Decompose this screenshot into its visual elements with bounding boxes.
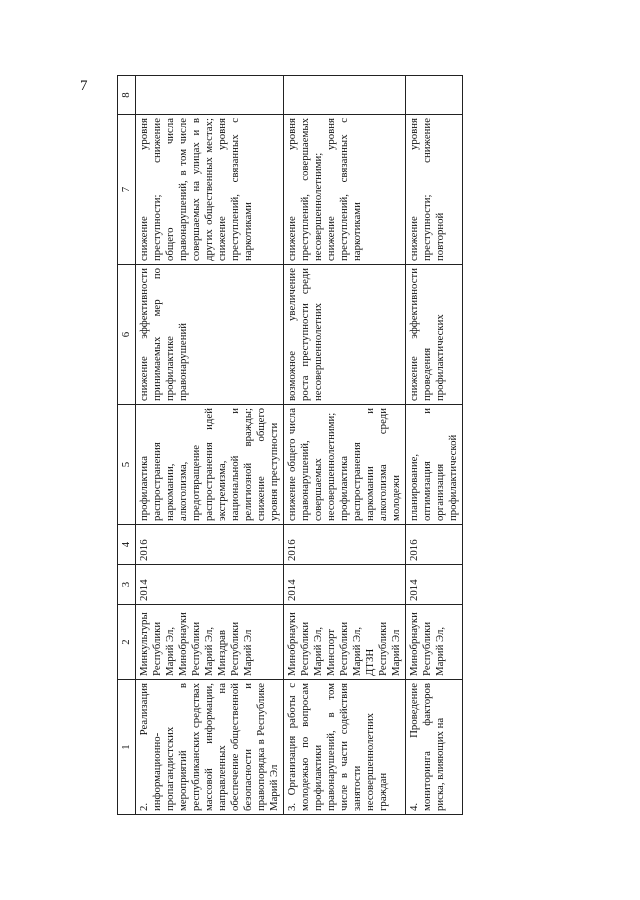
task-cell bbox=[406, 680, 463, 815]
result-cell: возможное увеличение роста преступности среди несовершеннолетних bbox=[284, 265, 406, 405]
table-row bbox=[136, 76, 284, 815]
table-row bbox=[406, 76, 463, 815]
row-number: 4. bbox=[408, 802, 420, 811]
executors-cell: Минобрнауки Республики Марий Эл, bbox=[406, 605, 463, 680]
task-cell bbox=[136, 680, 284, 815]
empty-cell bbox=[284, 76, 406, 115]
task-cell bbox=[284, 680, 406, 815]
end-year-cell: 2016 bbox=[406, 525, 463, 565]
indicators-cell: снижение уровня преступности; снижение общего числа правонарушений, в том числе совершаемых на улицах и в других общественных местах; снижение уровня преступлений, связанных с наркотиками bbox=[136, 115, 284, 265]
content-cell: профилактика распространения наркомании, алкоголизма, предотвращение распространения идей экстремизма, национальной и религиозной вражды; снижение общего уровня преступности bbox=[136, 405, 284, 525]
executors-cell: Минкультуры Республики Марий Эл, Минобрнауки Республики Марий Эл, Минздрав Республики Марий Эл bbox=[136, 605, 284, 680]
end-year-cell: 2016 bbox=[284, 525, 406, 565]
column-number-row bbox=[118, 76, 136, 815]
result-cell: снижение эффективности принимаемых мер по профилактике правонарушений bbox=[136, 265, 284, 405]
start-year-cell: 2014 bbox=[406, 565, 463, 605]
column-header: 2 bbox=[118, 605, 136, 680]
indicators-cell: снижение уровня преступности; снижение повторной bbox=[406, 115, 463, 265]
page-number: 7 bbox=[80, 78, 88, 94]
end-year-cell: 2016 bbox=[136, 525, 284, 565]
column-header: 3 bbox=[118, 565, 136, 605]
indicators-cell: снижение уровня преступлений, совершаемых несовершеннолетними; снижение уровня преступлений, связанных с наркотиками bbox=[284, 115, 406, 265]
start-year-cell: 2014 bbox=[284, 565, 406, 605]
content-cell: планирование, оптимизация и организация профилактической bbox=[406, 405, 463, 525]
start-year-cell: 2014 bbox=[136, 565, 284, 605]
content-cell: снижение общего числа правонарушений, совершаемых несовершеннолетними; профилактика распространения наркомании и алкоголизма среди молодежи bbox=[284, 405, 406, 525]
empty-cell bbox=[136, 76, 284, 115]
column-header: 6 bbox=[118, 265, 136, 405]
column-header: 4 bbox=[118, 525, 136, 565]
column-header: 8 bbox=[118, 76, 136, 115]
measures-table bbox=[117, 75, 463, 815]
column-header: 5 bbox=[118, 405, 136, 525]
row-number: 3. bbox=[286, 802, 298, 811]
table-row bbox=[284, 76, 406, 815]
empty-cell bbox=[406, 76, 463, 115]
row-number: 2. bbox=[138, 802, 150, 811]
rotated-table-sheet bbox=[117, 75, 640, 815]
task-text: Проведение мониторинга факторов риска, влияющих на bbox=[408, 683, 446, 811]
column-header: 1 bbox=[118, 680, 136, 815]
task-text: Реализация информационно-пропагандистских мероприятий в республиканских средствах массовой информации, направленных на обеспечение общественной безопасности и правопорядка в Республике Марий Эл bbox=[138, 683, 280, 811]
executors-cell: Минобрнауки Республики Марий Эл, Минспорт Республики Марий Эл, ДТЗН Республики Марий Эл bbox=[284, 605, 406, 680]
column-header: 7 bbox=[118, 115, 136, 265]
task-text: Организация работы с молодежью по вопросам профилактики правонарушений, в том числе в части содействия занятости несовершеннолетних граждан bbox=[286, 683, 389, 811]
result-cell: снижение эффективности проведения профилактических bbox=[406, 265, 463, 405]
